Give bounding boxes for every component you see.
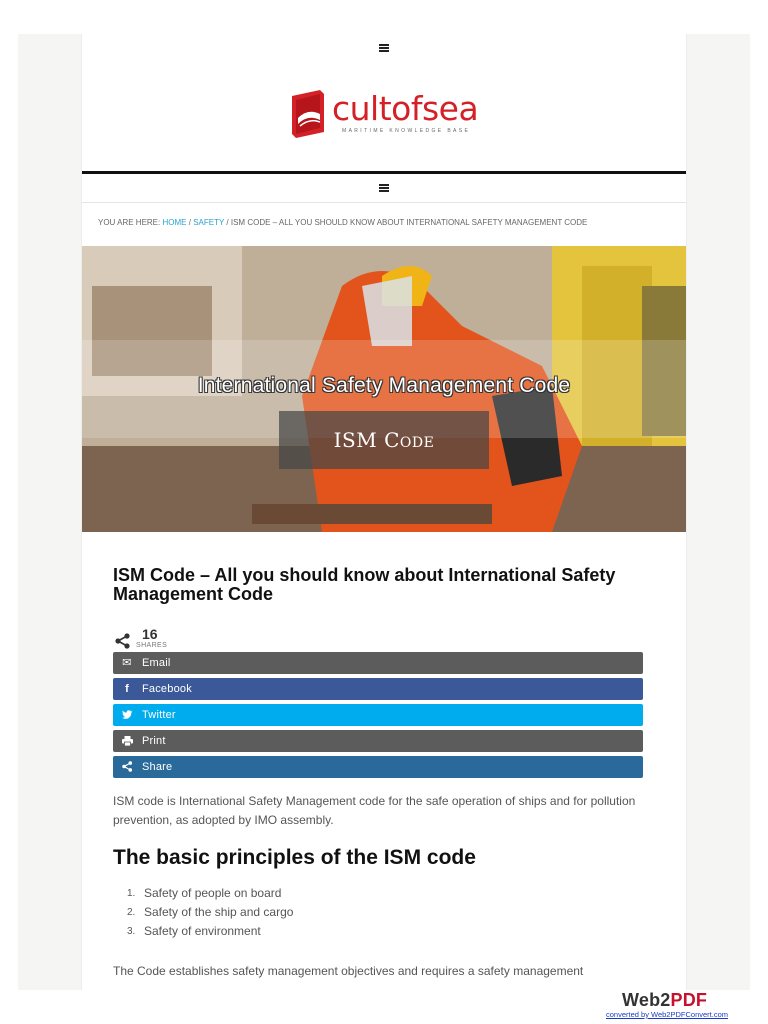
intro-paragraph: ISM code is International Safety Management code for the safe operation of ships and for pollution prevention, as adopted by IMO assembly.	[113, 794, 636, 827]
list-item	[113, 903, 633, 922]
hero-subtitle: ISM Code	[279, 411, 489, 469]
share-count-label: SHARES	[136, 642, 168, 649]
header-divider	[82, 171, 686, 174]
email-share-button[interactable]	[113, 652, 643, 674]
breadcrumb-current: ISM CODE – ALL YOU SHOULD KNOW ABOUT INTERNATIONAL SAFETY MANAGEMENT CODE	[230, 218, 588, 227]
logo-tagline: MARITIME KNOWLEDGE BASE	[342, 128, 471, 134]
main-menu-icon[interactable]	[379, 184, 389, 192]
top-menu-icon[interactable]	[379, 44, 389, 52]
facebook-icon: f	[125, 683, 129, 695]
web2pdf-logo	[622, 990, 707, 1011]
breadcrumb-separator: /	[226, 218, 229, 227]
email-share-label: Email	[142, 657, 171, 669]
list-item-number: 1.	[127, 888, 136, 899]
share-count-number: 16	[142, 626, 158, 642]
more-share-button[interactable]	[113, 756, 643, 778]
more-share-label: Share	[142, 761, 173, 773]
twitter-share-button[interactable]	[113, 704, 643, 726]
breadcrumb-separator: /	[188, 218, 191, 227]
section-heading: The basic principles of the ISM code	[113, 846, 476, 869]
print-label: Print	[142, 735, 166, 747]
web2pdf-link[interactable]: converted by Web2PDFConvert.com	[606, 1010, 728, 1019]
list-item-text: Safety of the ship and cargo	[144, 905, 294, 919]
book-logo-icon	[286, 88, 334, 140]
printer-icon	[121, 730, 133, 752]
share-count	[113, 626, 193, 652]
share-icon	[121, 756, 133, 778]
logo-text: cultofsea	[332, 89, 479, 128]
closing-paragraph: The Code establishes safety management objectives and requires a safety management	[113, 964, 584, 978]
post-title: ISM Code – All you should know about International Safety Management Code	[113, 565, 616, 604]
twitter-share-label: Twitter	[142, 709, 176, 721]
list-item	[113, 884, 633, 903]
article-page	[81, 34, 687, 990]
facebook-share-button[interactable]	[113, 678, 643, 700]
print-button[interactable]	[113, 730, 643, 752]
web2pdf-stamp	[606, 990, 746, 1024]
share-icon	[115, 633, 131, 649]
envelope-icon: ✉	[122, 657, 132, 669]
facebook-share-label: Facebook	[142, 683, 192, 695]
nav-divider	[82, 202, 686, 203]
twitter-icon	[121, 704, 133, 726]
list-item	[113, 922, 633, 941]
list-item-text: Safety of environment	[144, 924, 261, 938]
site-logo[interactable]	[286, 88, 486, 140]
principles-list	[113, 884, 633, 941]
list-item-number: 2.	[127, 907, 136, 918]
hero-title: International Safety Management Code	[197, 374, 571, 397]
breadcrumb-prefix: YOU ARE HERE:	[98, 218, 161, 227]
web2pdf-logo-part1: Web2	[622, 990, 671, 1010]
breadcrumb-home-link[interactable]: HOME	[162, 218, 187, 227]
web2pdf-logo-part2: PDF	[670, 990, 708, 1010]
list-item-text: Safety of people on board	[144, 886, 282, 900]
list-item-number: 3.	[127, 926, 136, 937]
breadcrumb	[98, 218, 678, 227]
breadcrumb-safety-link[interactable]: SAFETY	[193, 218, 225, 227]
hero-image	[82, 246, 686, 532]
